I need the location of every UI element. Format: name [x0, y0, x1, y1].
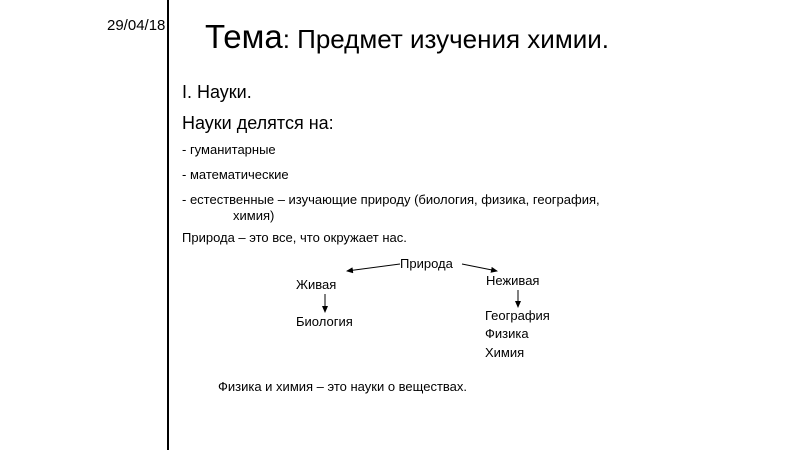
arrow-root-to-nonlive	[462, 264, 497, 271]
nature-definition: Природа – это все, что окружает нас.	[182, 230, 407, 245]
node-biology: Биология	[296, 314, 353, 329]
slide-date: 29/04/18	[107, 17, 166, 34]
arrow-root-to-live	[347, 264, 400, 271]
node-physics: Физика	[485, 326, 529, 341]
conclusion-text: Физика и химия – это науки о веществах.	[218, 379, 467, 394]
list-item-continuation: химия)	[233, 208, 275, 223]
node-geography: География	[485, 308, 550, 323]
node-living: Живая	[296, 277, 337, 292]
node-nature: Природа	[400, 256, 453, 271]
title-lead: Тема	[205, 18, 283, 55]
node-chemistry: Химия	[485, 345, 525, 360]
section-heading: I. Науки.	[182, 82, 252, 102]
list-item: - математические	[182, 167, 289, 182]
node-nonliving: Неживая	[486, 273, 540, 288]
list-item: - естественные – изучающие природу (биология, физика, география,	[182, 192, 600, 207]
subheading: Науки делятся на:	[182, 113, 334, 133]
title-rest: : Предмет изучения химии.	[282, 24, 609, 54]
list-item: - гуманитарные	[182, 142, 276, 157]
